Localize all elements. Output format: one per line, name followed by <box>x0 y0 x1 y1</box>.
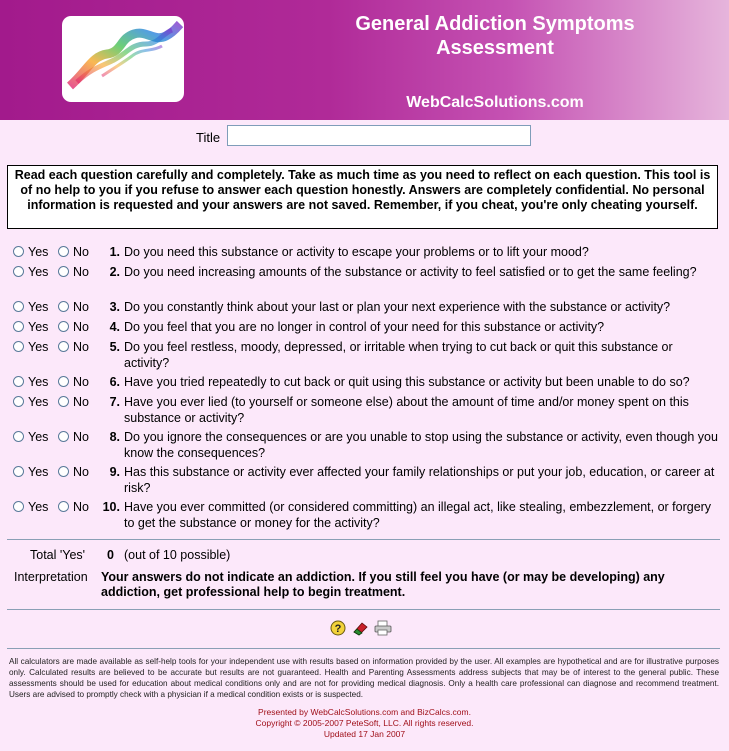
divider <box>7 539 720 540</box>
question-number: 1. <box>109 245 120 259</box>
site-name: WebCalcSolutions.com <box>406 94 584 111</box>
divider <box>7 609 720 610</box>
total-yes-label: Total 'Yes' <box>30 548 86 562</box>
yes-radio[interactable] <box>13 431 24 442</box>
interpretation-label: Interpretation <box>14 570 88 584</box>
question-number: 8. <box>109 430 120 444</box>
no-radio[interactable] <box>58 431 69 442</box>
no-radio[interactable] <box>58 341 69 352</box>
help-icon[interactable] <box>330 620 346 636</box>
no-label: No <box>73 430 89 444</box>
yes-label: Yes <box>28 340 49 354</box>
question-text: Do you feel restless, moody, depressed, or irritable when trying to cut back or quit this substance or activity? <box>124 340 673 370</box>
question-text: Do you ignore the consequences or are you unable to stop using the substance or activity, even though you know the consequences? <box>124 430 718 460</box>
no-label: No <box>73 500 89 514</box>
logo <box>62 16 184 102</box>
no-label: No <box>73 395 89 409</box>
no-radio[interactable] <box>58 246 69 257</box>
updated-date: Updated 17 Jan 2007 <box>323 729 406 739</box>
no-label: No <box>73 340 89 354</box>
title-input[interactable] <box>227 125 531 146</box>
question-text: Do you need this substance or activity to escape your problems or to lift your mood? <box>124 245 589 259</box>
yes-label: Yes <box>28 500 49 514</box>
yes-label: Yes <box>28 320 49 334</box>
divider <box>7 648 720 649</box>
question-number: 4. <box>109 320 120 334</box>
interpretation-text: Your answers do not indicate an addiction. If you still feel you have (or may be developing) any addiction, get professional help to begin treatment. <box>101 570 665 599</box>
yes-label: Yes <box>28 300 49 314</box>
no-label: No <box>73 465 89 479</box>
yes-label: Yes <box>28 375 49 389</box>
no-radio[interactable] <box>58 376 69 387</box>
no-radio[interactable] <box>58 466 69 477</box>
question-number: 2. <box>109 265 120 279</box>
no-radio[interactable] <box>58 266 69 277</box>
svg-text:?: ? <box>334 623 342 635</box>
title-row <box>0 122 729 152</box>
yes-radio[interactable] <box>13 266 24 277</box>
question-text: Do you feel that you are no longer in control of your need for this substance or activity? <box>124 320 605 334</box>
yes-radio[interactable] <box>13 501 24 512</box>
yes-label: Yes <box>28 265 49 279</box>
no-radio[interactable] <box>58 321 69 332</box>
yes-radio[interactable] <box>13 301 24 312</box>
no-label: No <box>73 245 89 259</box>
question-text: Have you ever lied (to yourself or someone else) about the amount of time and/or money spent on this substance or activity? <box>124 395 689 425</box>
no-label: No <box>73 300 89 314</box>
question-number: 3. <box>109 300 120 314</box>
question-number: 10. <box>102 500 120 514</box>
yes-radio[interactable] <box>13 376 24 387</box>
yes-radio[interactable] <box>13 321 24 332</box>
yes-radio[interactable] <box>13 341 24 352</box>
question-number: 6. <box>109 375 120 389</box>
yes-radio[interactable] <box>13 396 24 407</box>
no-radio[interactable] <box>58 396 69 407</box>
no-label: No <box>73 320 89 334</box>
yes-label: Yes <box>28 245 49 259</box>
title-label: Title <box>196 130 221 145</box>
question-text: Has this substance or activity ever affected your family relationships or put your job, education, or career at risk? <box>124 465 715 495</box>
question-text: Have you tried repeatedly to cut back or quit using this substance or activity but been unable to do so? <box>124 375 690 389</box>
question-number: 7. <box>109 395 120 409</box>
total-yes-note: (out of 10 possible) <box>124 548 231 562</box>
question-number: 9. <box>109 465 120 479</box>
yes-radio[interactable] <box>13 246 24 257</box>
yes-label: Yes <box>28 465 49 479</box>
question-number: 5. <box>109 340 120 354</box>
no-radio[interactable] <box>58 501 69 512</box>
question-text: Have you ever committed (or considered committing) an illegal act, like stealing, embezzlement, or forgery to get the substance or money for the activity? <box>124 500 712 530</box>
no-label: No <box>73 375 89 389</box>
yes-label: Yes <box>28 395 49 409</box>
yes-label: Yes <box>28 430 49 444</box>
no-radio[interactable] <box>58 301 69 312</box>
question-text: Do you constantly think about your last or plan your next experience with the substance or activity? <box>124 300 671 314</box>
copyright: Copyright © 2005-2007 PeteSoft, LLC. All rights reserved. <box>255 718 474 728</box>
page-title: General Addiction Symptoms Assessment <box>355 13 635 59</box>
total-yes-value: 0 <box>107 548 114 562</box>
instructions-box: Read each question carefully and completely. Take as much time as you need to reflect on each question. This tool is of no help to you if you refuse to answer each question honestly. Answers are completely confidential. No personal information is requested and your answers are not saved. Remember, if you cheat, you're only cheating yourself. <box>7 165 718 229</box>
question-text: Do you need increasing amounts of the substance or activity to feel satisfied or to get the same feeling? <box>124 265 697 279</box>
header-banner <box>0 0 729 120</box>
presented-by: Presented by WebCalcSolutions.com and BizCalcs.com. <box>258 707 471 717</box>
eraser-icon[interactable] <box>352 620 368 636</box>
print-icon[interactable] <box>374 620 390 636</box>
no-label: No <box>73 265 89 279</box>
disclaimer: All calculators are made available as self-help tools for your independent use with results based on information provided by the user. All examples are hypothetical and are for illustrative purposes only. Calculated results are believed to be accurate but results are not guaranteed. Health and Parenting Assessments address subjects that may be of interest to the general public. These assessments should be used for education about medical conditions only and are not for providing medical diagnosis. Only a health care professional can diagnose and recommend treatment. Users are advised to promptly check with a physician if a medical condition exists or is suspected. <box>9 657 719 699</box>
yes-radio[interactable] <box>13 466 24 477</box>
